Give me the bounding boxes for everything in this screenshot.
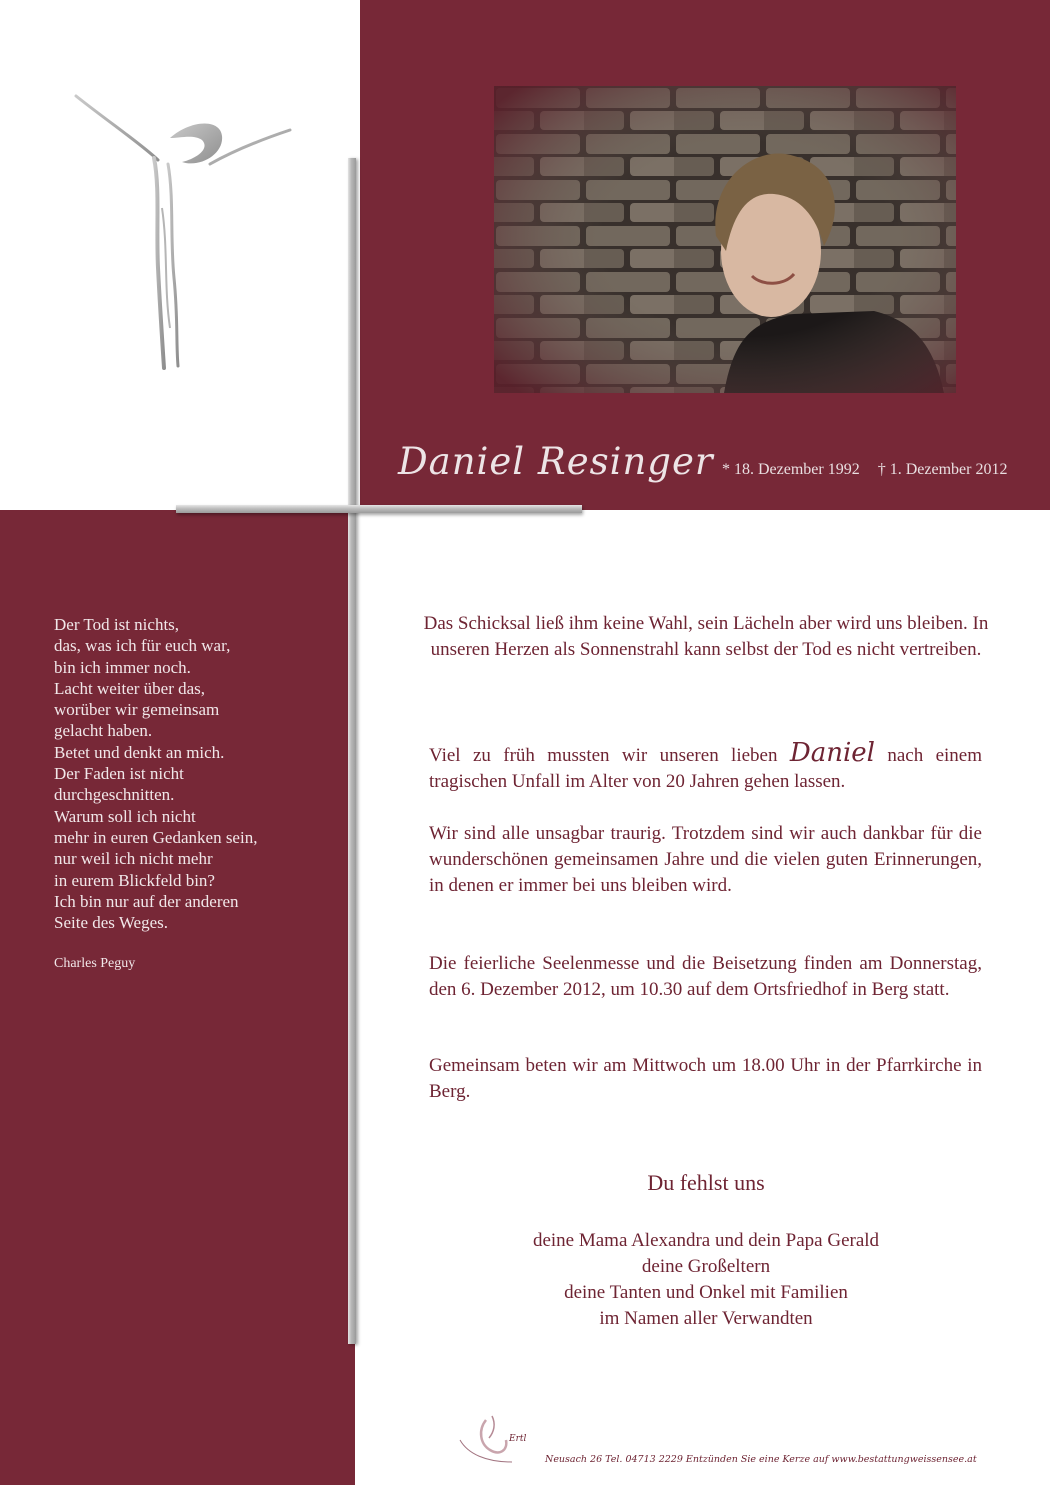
signature-line: deine Großeltern <box>641 1256 771 1277</box>
poem-line: Warum soll ich nicht <box>54 806 196 826</box>
announcement-text: nach einem tragischen Unfall im Alter von 20 Jahren gehen lassen. <box>429 745 982 792</box>
announcement-paragraph <box>429 740 982 795</box>
cross-vertical-beam <box>348 158 356 1344</box>
birth-date: * 18. Dezember 1992 <box>722 461 860 478</box>
poem-line: in eurem Blickfeld bin? <box>54 870 215 890</box>
poem-line: mehr in euren Gedanken sein, <box>54 827 258 847</box>
poem-line: gelacht haben. <box>54 721 153 741</box>
first-name: Daniel <box>789 738 875 768</box>
announcement-text: Viel zu früh mussten wir unseren lieben <box>429 745 790 766</box>
poem-line: Lacht weiter über das, <box>54 678 206 698</box>
poem-line: Der Faden ist nicht <box>54 764 184 784</box>
poem-line: Der Tod ist nichts, <box>54 615 180 634</box>
intro-text: Das Schicksal ließ ihm keine Wahl, sein Lächeln aber wird uns bleiben. In unseren Herzen als Sonnenstrahl kann selbst der Tod es nicht vertreiben. <box>423 613 989 660</box>
signature-line: im Namen aller Verwandten <box>599 1308 813 1329</box>
prayer-paragraph: Gemeinsam beten wir am Mittwoch um 18.00 Uhr in der Pfarrkirche in Berg. <box>429 1055 982 1102</box>
poem-line: worüber wir gemeinsam <box>54 700 220 720</box>
death-date: † 1. Dezember 2012 <box>877 461 1008 478</box>
signature-line: deine Mama Alexandra und dein Papa Gerald <box>532 1230 880 1251</box>
poem-line: das, was ich für euch war, <box>54 636 231 656</box>
footer-contact: Neusach 26 Tel. 04713 2229 Entzünden Sie eine Kerze auf www.bestattungweissensee.at <box>545 1454 977 1465</box>
poem-line: durchgeschnitten. <box>54 785 175 805</box>
gratitude-paragraph: Wir sind alle unsagbar traurig. Trotzdem sind wir auch dankbar für die wunderschönen gemeinsamen Jahre und die vielen guten Erinnerungen, in denen er immer bei uns bleiben wird. <box>429 823 982 896</box>
footer-brand: Ertl <box>509 1434 527 1444</box>
poem-author: Charles Peguy <box>54 956 136 971</box>
signatures <box>420 1228 992 1332</box>
poem-line: nur weil ich nicht mehr <box>54 849 213 869</box>
life-dates <box>722 461 1021 479</box>
cross-horizontal-beam <box>176 505 582 513</box>
poem-line: Seite des Weges. <box>54 913 168 933</box>
crucifix-figure-icon <box>70 88 300 378</box>
poem-line: bin ich immer noch. <box>54 657 191 677</box>
deceased-name: Daniel Resinger <box>398 440 714 483</box>
poem-line: Ich bin nur auf der anderen <box>54 891 239 911</box>
signature-line: deine Tanten und Onkel mit Familien <box>564 1282 848 1303</box>
poem-line: Betet und denkt an mich. <box>54 742 225 762</box>
funeral-paragraph: Die feierliche Seelenmesse und die Beisetzung finden am Donnerstag, den 6. Dezember 2012, um 10.30 auf dem Ortsfriedhof in Berg statt. <box>429 953 982 1000</box>
closing-line: Du fehlst uns <box>647 1170 765 1195</box>
funeral-home-logo-icon <box>456 1410 542 1472</box>
portrait-photo <box>494 86 956 393</box>
poem <box>54 614 334 933</box>
